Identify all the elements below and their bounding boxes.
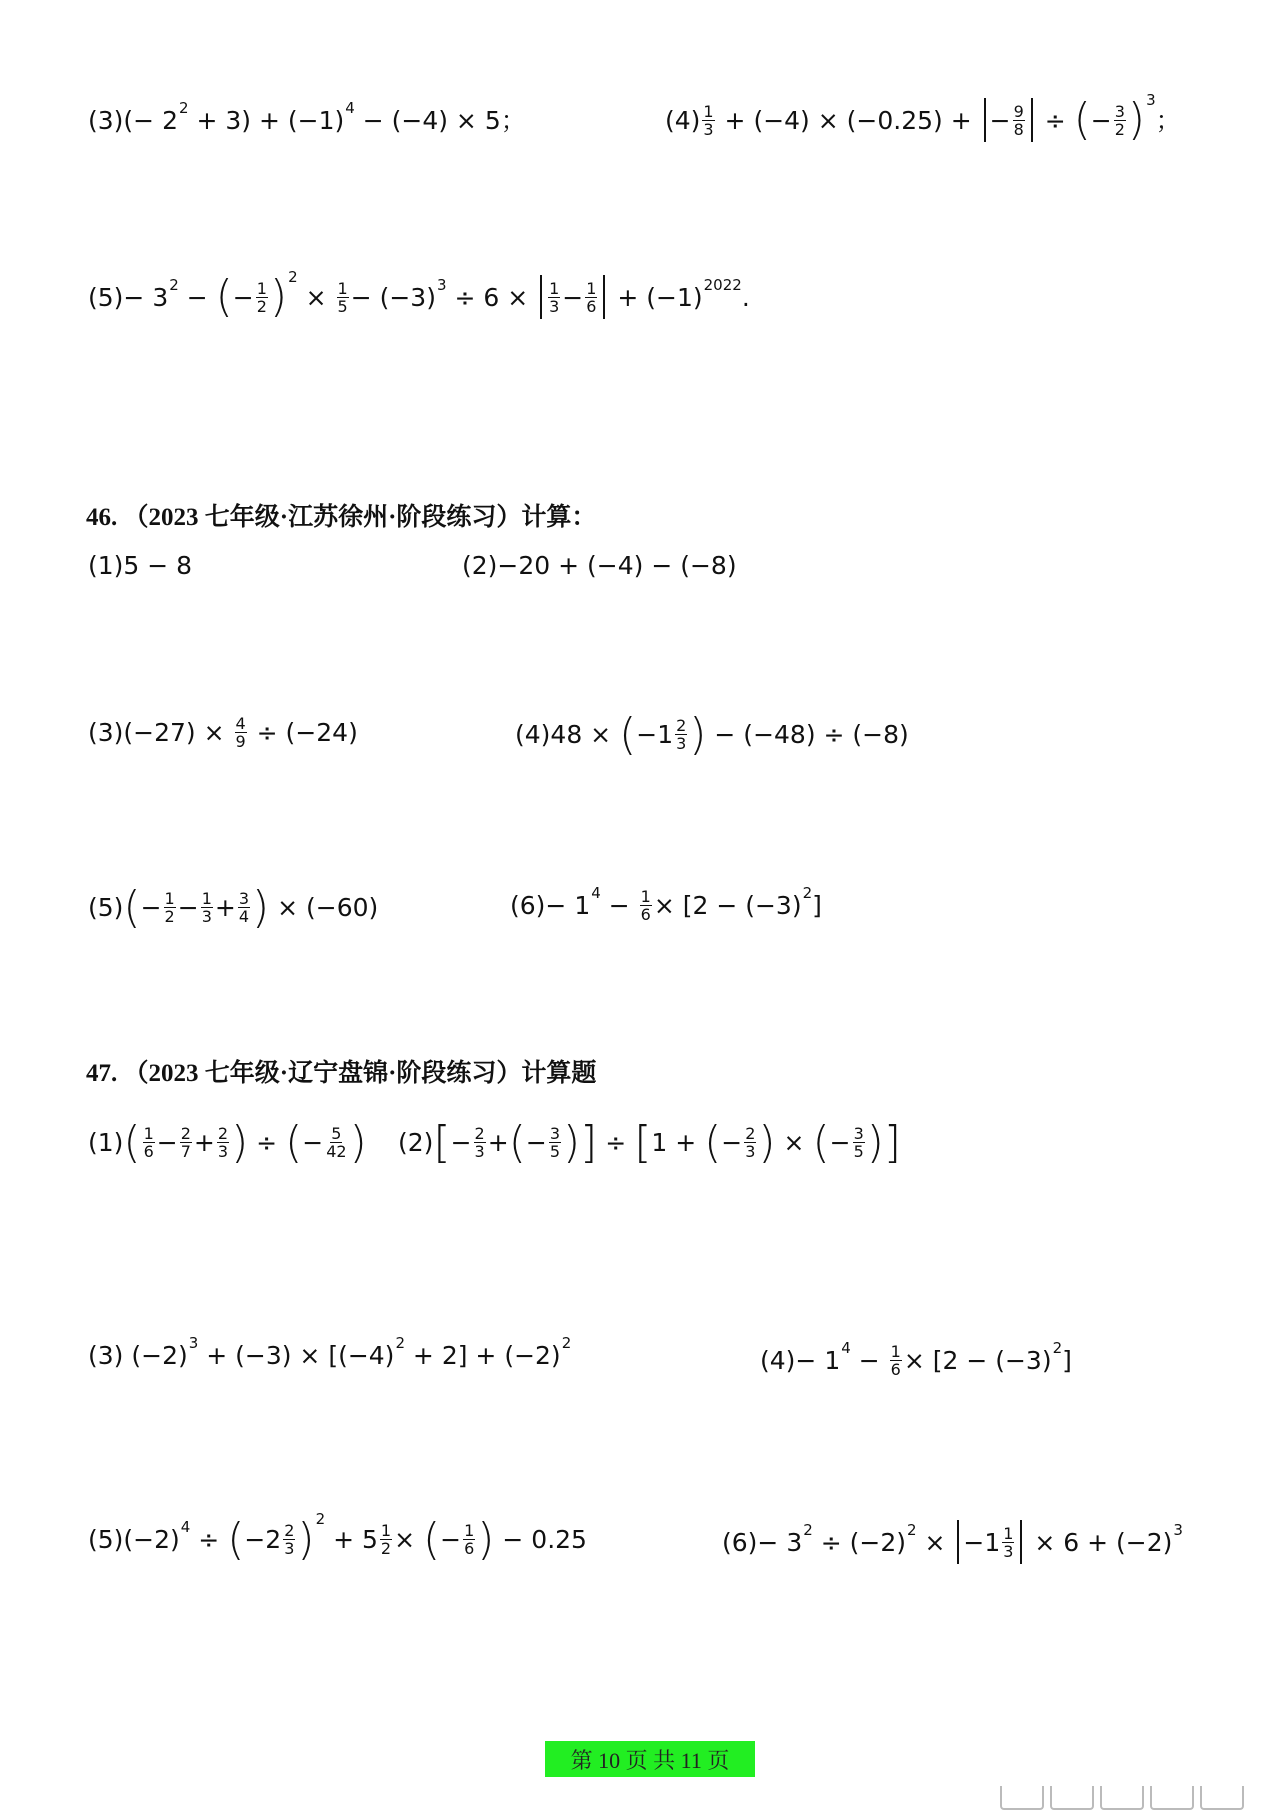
problem-label: (5) bbox=[88, 282, 124, 312]
problem-46-2: (2) −20 + (−4) − (−8) bbox=[462, 551, 737, 580]
scan-artifact bbox=[1150, 1786, 1194, 1810]
problem-46-5: (5) ( − $\frac{1}{2}$ − $\frac{1}{3}$ + $\frac{3}{4}$ ) × (−60) bbox=[88, 882, 379, 933]
problem-45-5: (5) − 3 $^2$ − ( − $\frac{1}{2}$ ) $^2$ × $\frac{1}{5}$ − (−3) $^3$ ÷ 6 × $\frac{1}{3}$ − $\frac{1}{6}$ + (−1) $^{2022}$ . bbox=[88, 267, 750, 323]
problem-46-4: (4) 48 × ( −1 $\frac{2}{3}$ ) − (−48) ÷ (−8) bbox=[515, 709, 909, 760]
scan-artifact bbox=[1100, 1786, 1144, 1810]
problem-47-1: (1) ( $\frac{1}{6}$ − $\frac{2}{7}$ + $\frac{2}{3}$ ) ÷ ( − $\frac{5}{42}$ ) bbox=[88, 1117, 367, 1168]
problem-47-3: (3) (−2) $^3$ + (−3) × [(−4) $^2$ + 2] + (−2) $^2$ bbox=[88, 1334, 572, 1370]
scan-artifact bbox=[1000, 1786, 1044, 1810]
problem-label: (3) bbox=[88, 106, 124, 135]
question-47-heading: 47. （2023 七年级·辽宁盘锦·阶段练习）计算题 bbox=[86, 1060, 597, 1087]
question-46-heading: 46. （2023 七年级·江苏徐州·阶段练习）计算： bbox=[86, 504, 597, 531]
scan-artifact bbox=[1050, 1786, 1094, 1810]
problem-46-3: (3) (−27) × $\frac{4}{9}$ ÷ (−24) bbox=[88, 714, 358, 751]
problem-47-5: (5) (−2) $^4$ ÷ ( −2 $\frac{2}{3}$ ) $^2$ + 5 $\frac{1}{2}$ × ( − $\frac{1}{6}$ ) − 0.25 bbox=[88, 1510, 587, 1565]
problem-label: (4) bbox=[665, 105, 701, 135]
problem-47-6: (6) − 3 $^2$ ÷ (−2) $^2$ × −1 $\frac{1}{3}$ × 6 + (−2) $^3$ bbox=[722, 1520, 1183, 1564]
problem-46-1: (1) 5 − 8 bbox=[88, 551, 193, 580]
problem-46-6: (6) − 1 $^4$ − $\frac{1}{6}$ × [2 − (−3) $^2$ ] bbox=[510, 884, 822, 924]
problem-47-2: (2) [ − $\frac{2}{3}$ + ( − $\frac{3}{5}$ ) ] ÷ [ 1 + ( − $\frac{2}{3}$ ) × ( − $\frac{3}{5}$ ) ] bbox=[398, 1117, 902, 1168]
scan-artifact bbox=[1200, 1786, 1244, 1810]
problem-47-4: (4) − 1 $^4$ − $\frac{1}{6}$ × [2 − (−3) $^2$ ] bbox=[760, 1339, 1072, 1379]
problem-45-4: (4) $\frac{1}{3}$ + (−4) × (−0.25) + − $\frac{9}{8}$ ÷ ( − $\frac{3}{2}$ ) $^3$ ； bbox=[665, 90, 1181, 146]
page-number-footer: 第 10 页 共 11 页 bbox=[545, 1741, 755, 1777]
problem-45-3: (3) (− 2 $^2$ + 3) + (−1) $^4$ − (−4) × 5 ； bbox=[88, 99, 526, 135]
